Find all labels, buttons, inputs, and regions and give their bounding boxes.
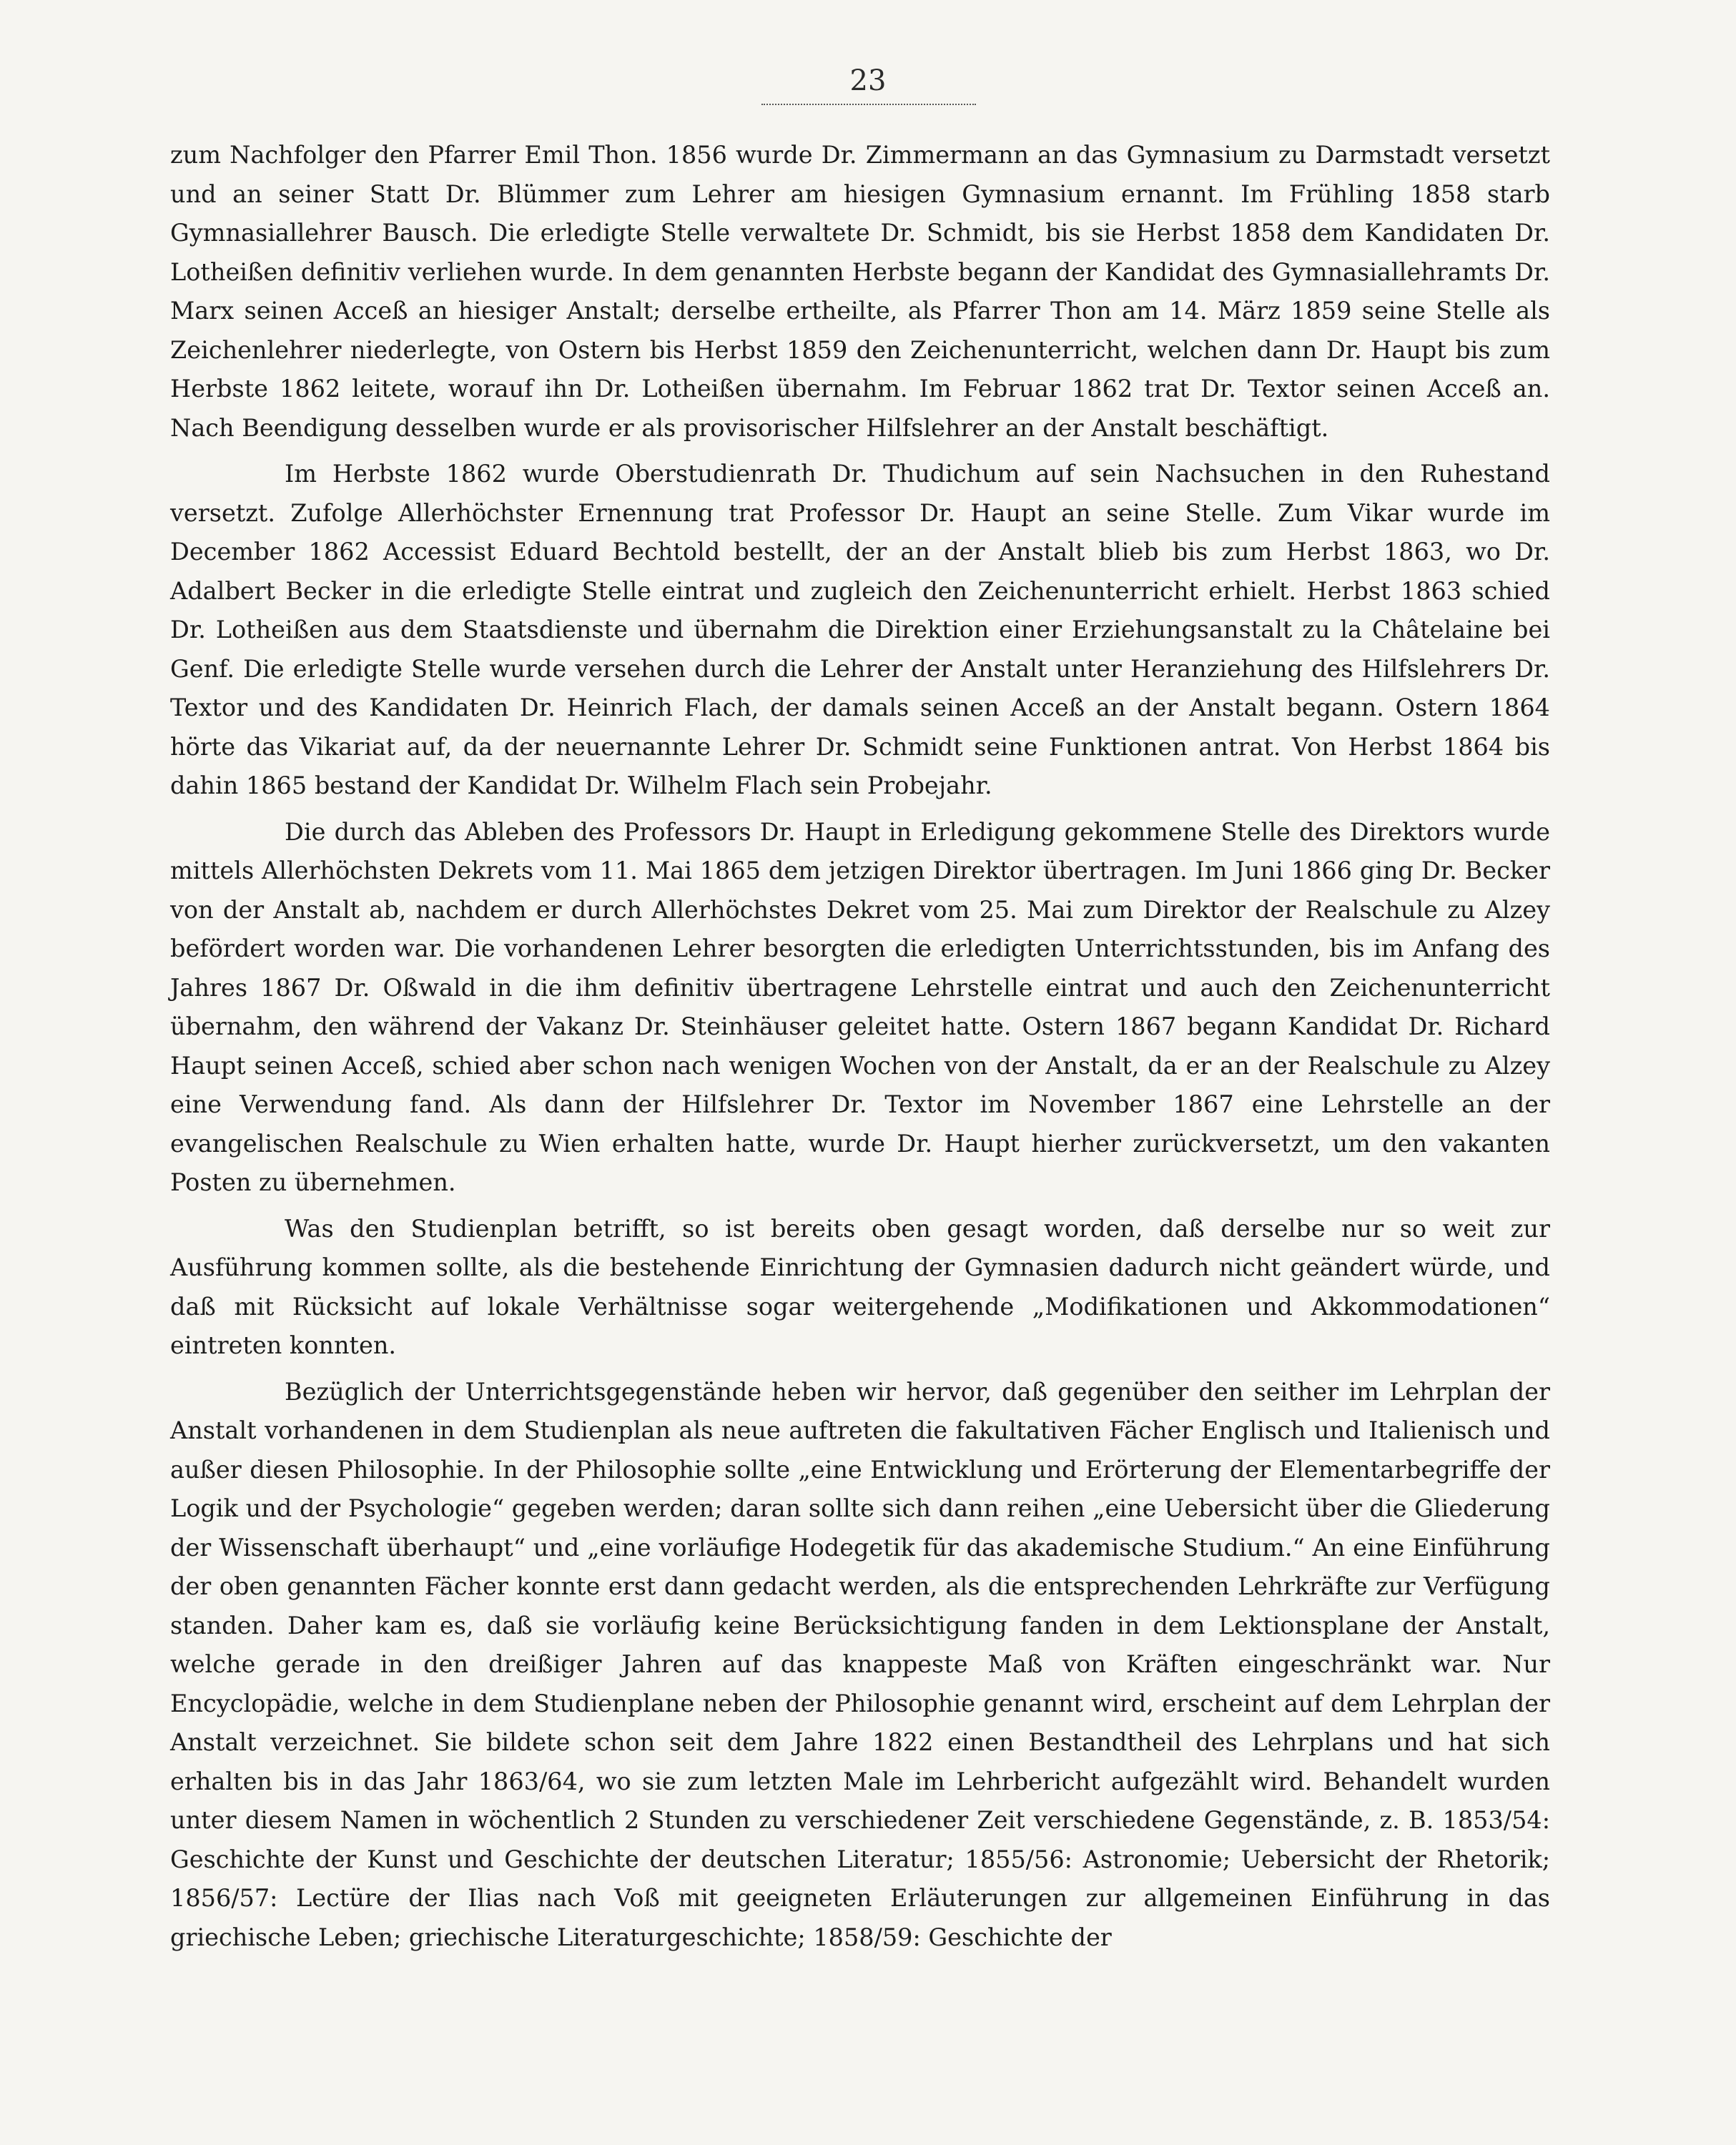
header-ornament	[761, 104, 976, 112]
paragraph-3: Die durch das Ableben des Professors Dr. Haupt in Erledigung gekommene Stelle des Direktors wurde mittels Allerhöchsten Dekrets vom 11. Mai 1865 dem jetzigen Direktor übertragen. Im Juni 1866 ging Dr. Becker von der Anstalt ab, nachdem er durch Allerhöchstes Dekret vom 25. Mai zum Direktor der Realschule zu Alzey befördert worden war. Die vorhandenen Lehrer besorgten die erledigten Unterrichtsstunden, bis im Anfang des Jahres 1867 Dr. Oßwald in die ihm definitiv übertragene Lehrstelle eintrat und auch den Zeichenunterricht übernahm, den während der Vakanz Dr. Steinhäuser geleitet hatte. Ostern 1867 begann Kandidat Dr. Richard Haupt seinen Acceß, schied aber schon nach wenigen Wochen von der Anstalt, da er an der Realschule zu Alzey eine Verwendung fand. Als dann der Hilfslehrer Dr. Textor im November 1867 eine Lehrstelle an der evangelischen Realschule zu Wien erhalten hatte, wurde Dr. Haupt hierher zurückversetzt, um den vakanten Posten zu übernehmen.	[170, 817, 1550, 1196]
paragraph-1: zum Nachfolger den Pfarrer Emil Thon. 1856 wurde Dr. Zimmermann an das Gymnasium zu Darmstadt versetzt und an seiner Statt Dr. Blümmer zum Lehrer am hiesigen Gymnasium ernannt. Im Frühling 1858 starb Gymnasiallehrer Bausch. Die erledigte Stelle verwaltete Dr. Schmidt, bis sie Herbst 1858 dem Kandidaten Dr. Lotheißen definitiv verliehen wurde. In dem genannten Herbste begann der Kandidat des Gymnasiallehramts Dr. Marx seinen Acceß an hiesiger Anstalt; derselbe ertheilte, als Pfarrer Thon am 14. März 1859 seine Stelle als Zeichenlehrer niederlegte, von Ostern bis Herbst 1859 den Zeichenunterricht, welchen dann Dr. Haupt bis zum Herbste 1862 leitete, worauf ihn Dr. Lotheißen übernahm. Im Februar 1862 trat Dr. Textor seinen Acceß an. Nach Beendigung desselben wurde er als provisorischer Hilfslehrer an der Anstalt beschäftigt.	[170, 141, 1550, 442]
paragraph-5: Bezüglich der Unterrichtsgegenstände heben wir hervor, daß gegenüber den seither im Lehrplan der Anstalt vorhandenen in dem Studienplan als neue auftreten die fakultativen Fächer Englisch und Italienisch und außer diesen Philosophie. In der Philosophie sollte „eine Entwicklung und Erörterung der Elementarbegriffe der Logik und der Psychologie“ gegeben werden; daran sollte sich dann reihen „eine Uebersicht über die Gliederung der Wissenschaft überhaupt“ und „eine vorläufige Hodegetik für das akademische Studium.“ An eine Einführung der oben genannten Fächer konnte erst dann gedacht werden, als die entsprechenden Lehrkräfte zur Verfügung standen. Daher kam es, daß sie vorläufig keine Berücksichtigung fanden in dem Lektionsplane der Anstalt, welche gerade in den dreißiger Jahren auf das knappeste Maß von Kräften eingeschränkt war. Nur Encyclopädie, welche in dem Studienplane neben der Philosophie genannt wird, erscheint auf dem Lehrplan der Anstalt verzeichnet. Sie bildete schon seit dem Jahre 1822 einen Bestandtheil des Lehrplans und hat sich erhalten bis in das Jahr 1863/64, wo sie zum letzten Male im Lehrbericht aufgezählt wird. Behandelt wurden unter diesem Namen in wöchentlich 2 Stunden zu verschiedener Zeit verschiedene Gegenstände, z. B. 1853/54: Geschichte der Kunst und Geschichte der deutschen Literatur; 1855/56: Astronomie; Uebersicht der Rhetorik; 1856/57: Lectüre der Ilias nach Voß mit geeigneten Erläuterungen zur allgemeinen Einführung in das griechische Leben; griechische Literaturgeschichte; 1858/59: Geschichte der	[170, 1377, 1550, 1951]
paragraph-4: Was den Studienplan betrifft, so ist bereits oben gesagt worden, daß derselbe nur so weit zur Ausführung kommen sollte, als die bestehende Einrichtung der Gymnasien dadurch nicht geändert würde, und daß mit Rücksicht auf lokale Verhältnisse sogar weitergehende „Modifikationen und Akkommodationen“ eintreten konnten.	[170, 1214, 1550, 1359]
page-number: 23	[849, 64, 887, 97]
paragraph-2: Im Herbste 1862 wurde Oberstudienrath Dr. Thudichum auf sein Nachsuchen in den Ruhestand versetzt. Zufolge Allerhöchster Ernennung trat Professor Dr. Haupt an seine Stelle. Zum Vikar wurde im December 1862 Accessist Eduard Bechtold bestellt, der an der Anstalt blieb bis zum Herbst 1863, wo Dr. Adalbert Becker in die erledigte Stelle eintrat und zugleich den Zeichenunterricht erhielt. Herbst 1863 schied Dr. Lotheißen aus dem Staatsdienste und übernahm die Direktion einer Erziehungsanstalt zu la Châtelaine bei Genf. Die erledigte Stelle wurde versehen durch die Lehrer der Anstalt unter Heranziehung des Hilfslehrers Dr. Textor und des Kandidaten Dr. Heinrich Flach, der damals seinen Acceß an der Anstalt begann. Ostern 1864 hörte das Vikariat auf, da der neuernannte Lehrer Dr. Schmidt seine Funktionen antrat. Von Herbst 1864 bis dahin 1865 bestand der Kandidat Dr. Wilhelm Flach sein Probejahr.	[170, 460, 1550, 799]
body-text	[170, 136, 1550, 1964]
